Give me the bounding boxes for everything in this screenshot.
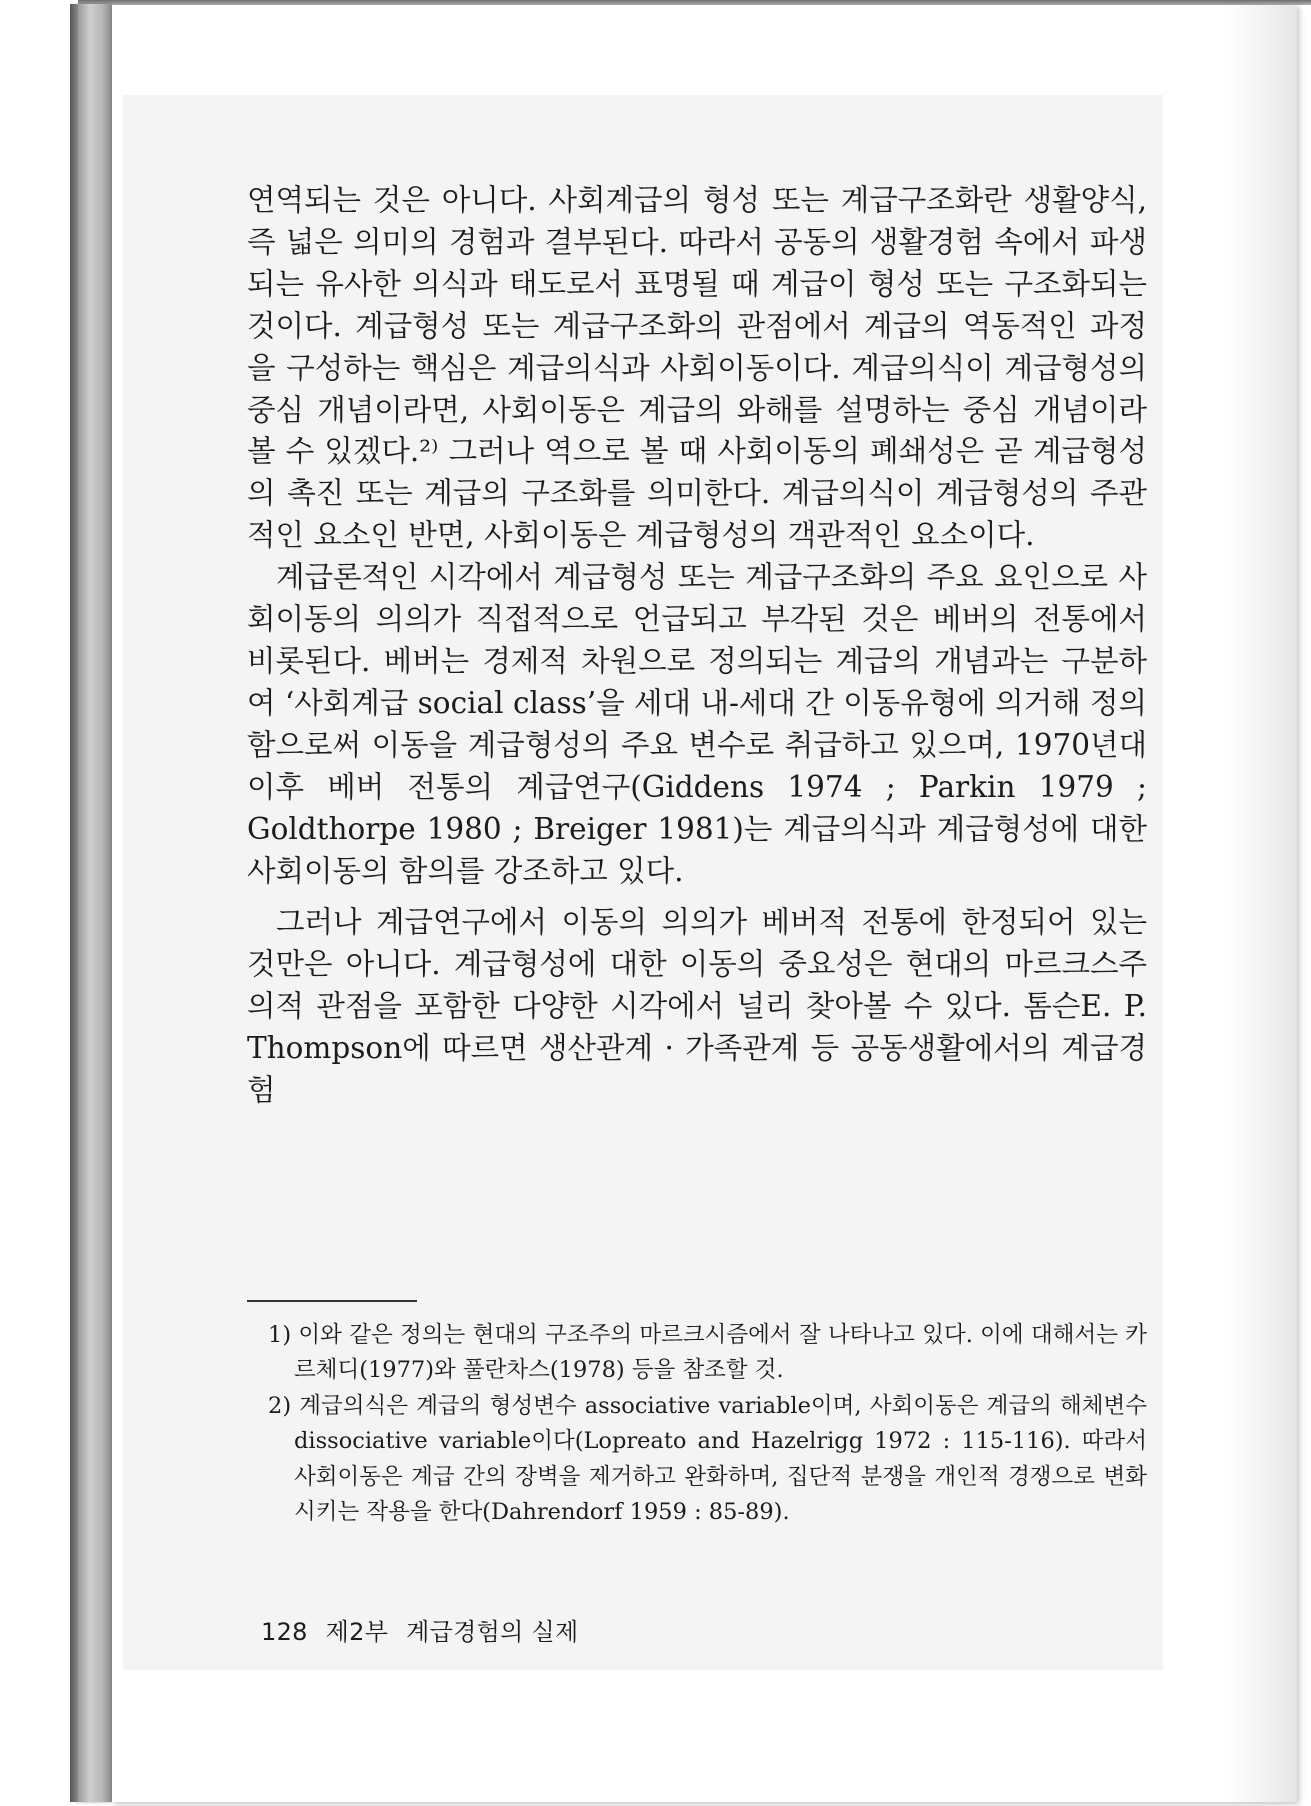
- paragraph-2: 계급론적인 시각에서 계급형성 또는 계급구조화의 주요 요인으로 사회이동의 의의가 직접적으로 언급되고 부각된 것은 베버의 전통에서 비롯된다. 베버는 경제적 차원으로 정의되는 계급의 개념과는 구분하여 ‘사회계급 social class’을 세대 내-세대 간 이동유형에 의거해 정의함으로써 이동을 계급형성의 주요 변수로 취급하고 있으며, 1970년대 이후 베버 전통의 계급연구(Giddens 1974 ; Parkin 1979 ; Goldthorpe 1980 ; Breiger 1981)는 계급의식과 계급형성에 대한 사회이동의 함의를 강조하고 있다.: [247, 560, 1147, 888]
- footnote-1: 1) 이와 같은 정의는 현대의 구조주의 마르크시즘에서 잘 나타나고 있다. 이에 대해서는 카르체디(1977)와 풀란차스(1978) 등을 참조할 것.: [268, 1322, 1147, 1384]
- running-footer: [261, 1612, 578, 1647]
- page-number: 128: [261, 1618, 308, 1646]
- part-label: 제2부: [325, 1618, 389, 1646]
- section-title: 계급경험의 실제: [406, 1618, 579, 1646]
- paragraph-3: 그러나 계급연구에서 이동의 의의가 베버적 전통에 한정되어 있는 것만은 아니다. 계급형성에 대한 이동의 중요성은 현대의 마르크스주의적 관점을 포함한 다양한 시각에서 널리 찾아볼 수 있다. 톰슨E. P. Thompson에 따르면 생산관계 · 가족관계 등 공동생활에서의 계급경험: [247, 905, 1147, 1108]
- book-page-edges: [78, 4, 112, 1802]
- footnote-rule: [247, 1300, 417, 1302]
- footnotes: [268, 1318, 1147, 1530]
- paragraph-1: 연역되는 것은 아니다. 사회계급의 형성 또는 계급구조화란 생활양식, 즉 넓은 의미의 경험과 결부된다. 따라서 공동의 생활경험 속에서 파생되는 유사한 의식과 태도로서 표명될 때 계급이 형성 또는 구조화되는 것이다. 계급형성 또는 계급구조화의 관점에서 계급의 역동적인 과정을 구성하는 핵심은 계급의식과 사회이동이다. 계급의식이 계급형성의 중심 개념이라면, 사회이동은 계급의 와해를 설명하는 중심 개념이라 볼 수 있겠다.²⁾ 그러나 역으로 볼 때 사회이동의 폐쇄성은 곧 계급형성의 촉진 또는 계급의 구조화를 의미한다. 계급의식이 계급형성의 주관적인 요소인 반면, 사회이동은 계급형성의 객관적인 요소이다.: [247, 183, 1147, 553]
- page-shadow: [1227, 5, 1297, 1802]
- footnote-2: 2) 계급의식은 계급의 형성변수 associative variable이며, 사회이동은 계급의 해체변수 dissociative variable이다(Lopreato and Hazelrigg 1972 : 115-116). 따라서 사회이동은 계급 간의 장벽을 제거하고 완화하며, 집단적 분쟁을 개인적 경쟁으로 변화시키는 작용을 한다(Dahrendorf 1959 : 85-89).: [268, 1392, 1147, 1526]
- body-text: [247, 180, 1147, 1112]
